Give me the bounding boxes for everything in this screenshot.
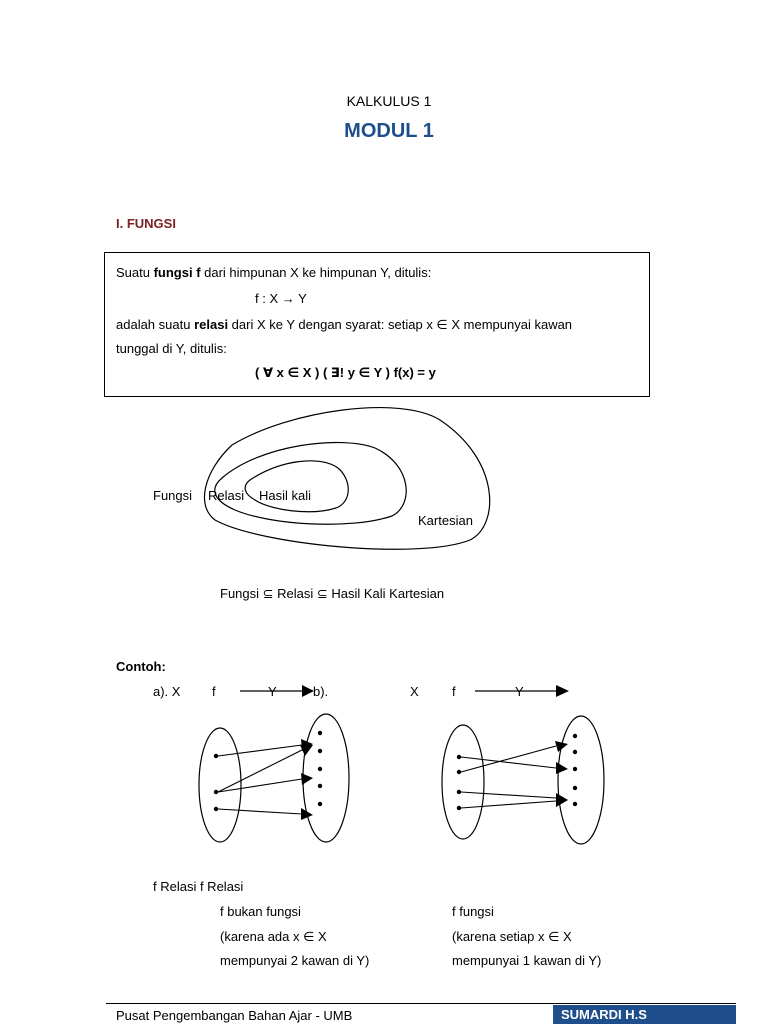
examples-heading: Contoh: bbox=[116, 659, 166, 674]
example-b-domain-set bbox=[442, 725, 484, 839]
caption-relasi-row: f Relasi f Relasi bbox=[153, 879, 244, 894]
example-a-reason-2: mempunyai 2 kawan di Y) bbox=[220, 953, 370, 968]
text-segment: adalah suatu bbox=[116, 317, 195, 332]
example-a-y: Y bbox=[268, 684, 277, 699]
domain-point bbox=[457, 790, 461, 794]
venn-label-kartesian: Kartesian bbox=[418, 513, 473, 528]
example-b-mapping bbox=[442, 716, 604, 844]
example-b-reason-2: mempunyai 1 kawan di Y) bbox=[452, 953, 602, 968]
text-segment: dari X ke Y dengan syarat: setiap x ∈ X mempunyai kawan bbox=[228, 317, 573, 332]
example-b-header-arrowhead bbox=[556, 685, 569, 697]
definition-line-4: tunggal di Y, ditulis: bbox=[116, 341, 227, 356]
module-title: MODUL 1 bbox=[344, 120, 434, 142]
subset-statement: Fungsi ⊆ Relasi ⊆ Hasil Kali Kartesian bbox=[220, 586, 445, 601]
venn-label-relasi: Relasi bbox=[208, 488, 245, 503]
codomain-point bbox=[573, 786, 577, 790]
codomain-point bbox=[573, 767, 577, 771]
example-b-y: Y bbox=[515, 684, 524, 699]
example-b-codomain-set bbox=[558, 716, 604, 844]
example-b-f: f bbox=[452, 684, 456, 699]
codomain-point bbox=[318, 767, 322, 771]
example-b-reason-1: (karena setiap x ∈ X bbox=[452, 929, 572, 944]
venn-inner-set bbox=[245, 461, 348, 512]
text-segment: dari himpunan X ke himpunan Y, ditulis: bbox=[200, 265, 432, 280]
course-title: KALKULUS 1 bbox=[346, 93, 432, 109]
footer-author: SUMARDI H.S bbox=[553, 1005, 736, 1024]
domain-point bbox=[457, 806, 461, 810]
venn-label-hasil-kali: Hasil kali bbox=[259, 488, 312, 503]
codomain-point bbox=[318, 749, 322, 753]
example-a-reason-1: (karena ada x ∈ X bbox=[220, 929, 327, 944]
example-a-result: f bukan fungsi bbox=[220, 904, 301, 919]
domain-point bbox=[214, 807, 218, 811]
domain-point bbox=[457, 755, 461, 759]
codomain-point bbox=[318, 784, 322, 788]
codomain-point bbox=[573, 734, 577, 738]
venn-outer-set bbox=[204, 408, 489, 550]
domain-point bbox=[214, 790, 218, 794]
codomain-point bbox=[318, 802, 322, 806]
footer-rule bbox=[106, 1003, 736, 1004]
definition-formula: ( ∀ x ∈ X ) ( ∃! y ∈ Y ) f(x) = y bbox=[255, 365, 436, 380]
example-a-f: f bbox=[212, 684, 216, 699]
definition-notation: f : X → Y bbox=[255, 291, 307, 306]
venn-label-fungsi: Fungsi bbox=[153, 488, 193, 503]
term-relasi: relasi bbox=[194, 317, 229, 332]
example-a-domain-set bbox=[199, 728, 241, 842]
section-heading: I. FUNGSI bbox=[116, 216, 176, 231]
example-b-x: X bbox=[410, 684, 419, 699]
domain-point bbox=[457, 770, 461, 774]
text-segment: Suatu bbox=[116, 265, 154, 280]
domain-point bbox=[214, 754, 218, 758]
term-fungsi: fungsi f bbox=[153, 265, 201, 280]
example-b-label: b). bbox=[313, 684, 329, 699]
example-b-result: f fungsi bbox=[452, 904, 494, 919]
codomain-point bbox=[318, 731, 322, 735]
example-a-label: a). X bbox=[153, 684, 181, 699]
footer-publisher: Pusat Pengembangan Bahan Ajar - UMB bbox=[116, 1008, 353, 1023]
codomain-point bbox=[573, 802, 577, 806]
codomain-point bbox=[573, 750, 577, 754]
example-a-mapping bbox=[199, 714, 349, 842]
